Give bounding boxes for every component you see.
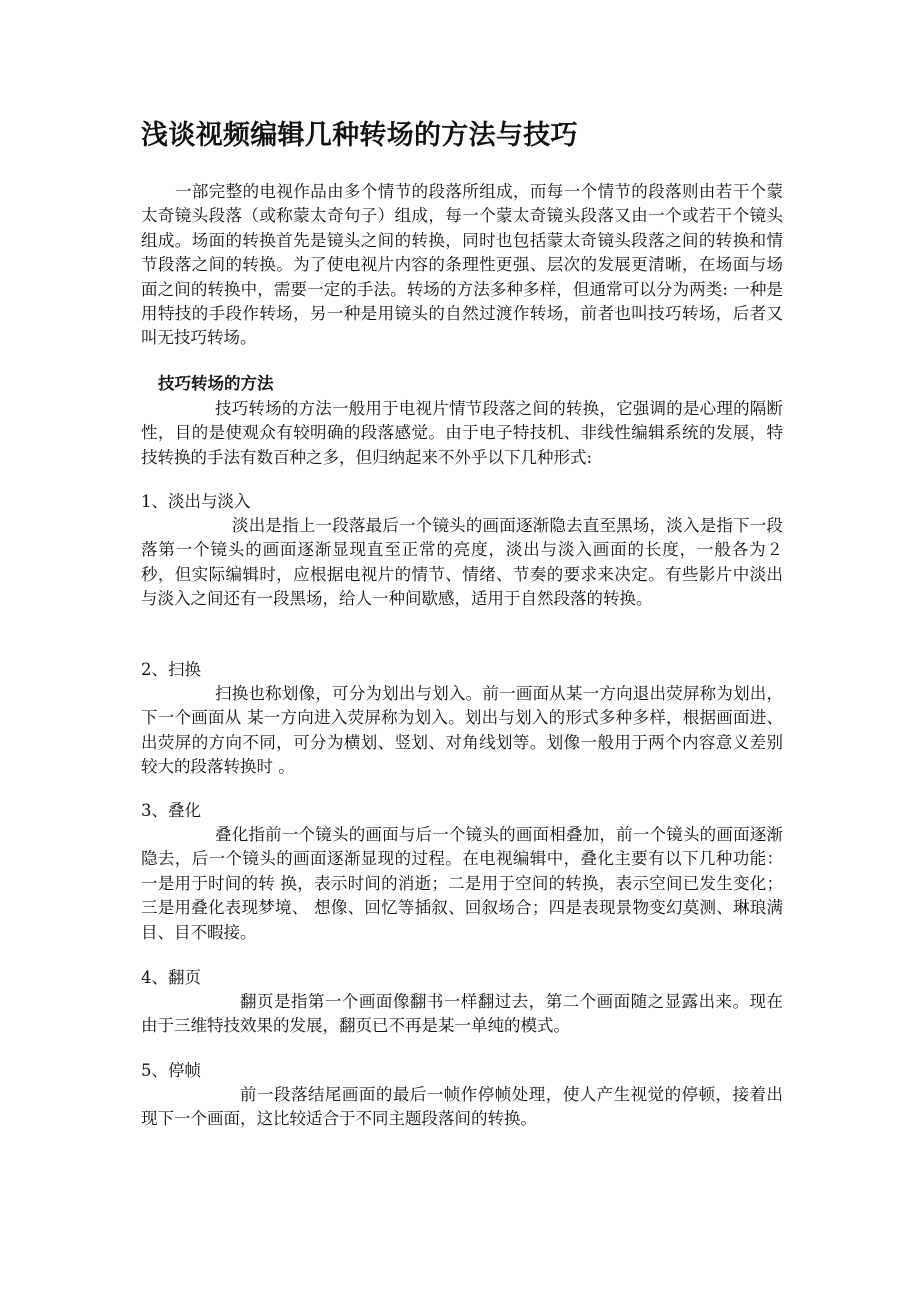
item-2-label: 2、扫换 [141, 660, 201, 679]
item-3-label: 3、叠化 [141, 801, 201, 820]
item-1-text: 淡出是指上一段落最后一个镜头的画面逐渐隐去直至黑场，淡入是指下一段落第一个镜头的画面逐渐显现直至正常的亮度，淡出与淡入画面的长度，一般各为２秒，但实际编辑时，应根据电视片的情节、情绪、节奏的要求来决定。有些影片中淡出与淡入之间还有一段黑场，给人一种间歇感，适用于自然段落的转换。 [141, 516, 783, 609]
section-body: 技巧转场的方法一般用于电视片情节段落之间的转换，它强调的是心理的隔断性，目的是使观众有较明确的段落感觉。由于电子特技机、非线性编辑系统的发展，特技转换的手法有数百种之多，但归纳起来不外乎以下几种形式: [141, 399, 783, 467]
item-3-text: 叠化指前一个镜头的画面与后一个镜头的画面相叠加，前一个镜头的画面逐渐隐去，后一个镜头的画面逐渐显现的过程。在电视编辑中，叠化主要有以下几种功能：一是用于时间的转 换，表示时间的消逝；二是用于空间的转换，表示空间已发生变化；三是用叠化表现梦境、 想像、回忆等插叙、回叙场合；四是表现景物变幻莫测、琳琅满目、目不暇接。 [141, 825, 783, 942]
document-title: 浅谈视频编辑几种转场的方法与技巧 [141, 120, 578, 151]
item-4-label: 4、翻页 [141, 968, 201, 987]
item-5-label: 5、停帧 [141, 1061, 201, 1080]
section-heading: 技巧转场的方法 [158, 374, 274, 393]
item-1-label: 1、淡出与淡入 [141, 492, 251, 511]
intro-paragraph: 一部完整的电视作品由多个情节的段落所组成，而每一个情节的段落则由若干个蒙太奇镜头段落（或称蒙太奇句子）组成，每一个蒙太奇镜头段落又由一个或若干个镜头组成。场面的转换首先是镜头之间的转换，同时也包括蒙太奇镜头段落之间的转换和情节段落之间的转换。为了使电视片内容的条理性更强、层次的发展更清晰，在场面与场面之间的转换中，需要一定的手法。转场的方法多种多样，但通常可以分为两类: 一种是用特技的手段作转场，另一种是用镜头的自然过渡作转场，前者也叫技巧转场，后者又叫无技巧转场。 [141, 182, 783, 348]
item-5-text: 前一段落结尾画面的最后一帧作停帧处理，使人产生视觉的停顿，接着出现下一个画面，这比较适合于不同主题段落间的转换。 [141, 1085, 783, 1129]
item-4-text: 翻页是指第一个画面像翻书一样翻过去，第二个画面随之显露出来。现在由于三维特技效果的发展，翻页已不再是某一单纯的模式。 [141, 992, 783, 1036]
item-2-text: 扫换也称划像，可分为划出与划入。前一画面从某一方向退出荧屏称为划出，下一个画面从 某一方向进入荧屏称为划入。划出与划入的形式多种多样，根据画面进、出荧屏的方向不同，可分为横划、竖划、对角线划等。划像一般用于两个内容意义差别较大的段落转换时 。 [141, 684, 783, 777]
